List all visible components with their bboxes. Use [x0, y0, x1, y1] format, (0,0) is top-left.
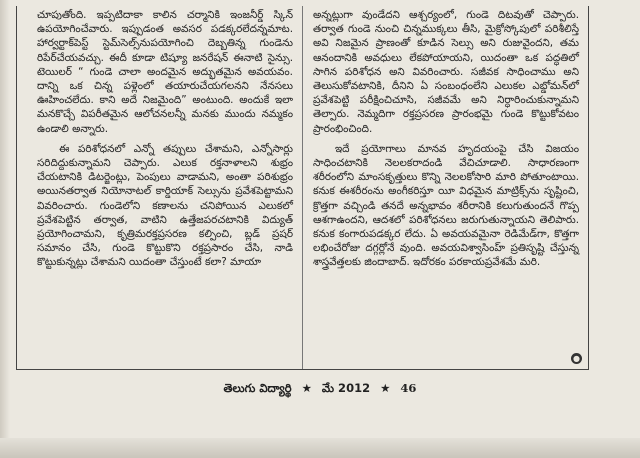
left-column: [37, 8, 293, 270]
column-divider: [302, 6, 303, 369]
right-paragraph-1: అన్నట్లుగా వుండేదని ఆశ్చర్యంలో, గుండె దిటవుతో చెప్పారు. తర్వాత గుండె నుంచి చిన్నముక్కలు తీసి, మైక్రోస్కోపులో పరిశీలిస్తే అవి నిజమైన ప్రాణంతో కూడిన సెల్సు అని రుజువైందని, తమ ఆనందానికి అవధులు లేకపోయాయని, యిదంతా ఒక పద్ధతిలో సాగిన పరిశోధన అని వివరించారు. సజీవక సాధించాము అని తెలుసుకోవటానికి, దీనిని ఏ సంబంధంలేని ఎలుకల ఎబ్డోమన్‌లో ప్రవేశపెట్టి పరీక్షించిచూసి, సజీవమే అని నిర్ధారించుకున్నామని తెల్పారు. నెమ్మదిగా రక్తప్రసరణ ప్రారంభమై గుండె కొట్టుకోవటం ప్రారంభించింది.: [313, 9, 579, 135]
issue-date: మే 2012: [321, 381, 371, 395]
magazine-name: తెలుగు విద్యార్థి: [223, 381, 292, 395]
article-end-icon: ●: [571, 353, 582, 364]
page-number: 46: [400, 381, 417, 395]
star-icon: ★: [301, 381, 312, 395]
right-paragraph-2: ఇదే ప్రయోగాలు మానవ హృదయంపై చేసి విజయం సాధించటానికి నెలలకరాదండి వేచిచూడాలి. సాధారణంగా శరీరంలోని మాంసకృత్తులు కొన్ని నెలలకోసారి మారి పోతూంటాయి. కనుక ఈశరీరంను అంగీకరిస్తూ యీ విధమైన మాట్రిక్స్‌ను సృష్టించి, క్రొత్తగా వచ్చిండి తనదే అన్నభావం శరీరానికి కలుగుతుందనే గొప్ప ఆశగాఉందని, ఆదశలో పరిశోధనలు జరుగుతున్నాయని తెలిపారు. కనుక కంగారుపడక్కర లేదు. ఏ అవయవమైనా రెడిమేడ్‌గా, కొత్తగా లభించేరోజు దగ్గర్లోనే వుంది. అవయవిశ్వాసింహ్ ప్రతిసృష్టి చేస్తున్న శాస్త్రవేత్తలకు జిందాబాద్. ఇదోరకం పరకాయప్రవేశమే మరి.: [313, 142, 579, 269]
page-footer: [0, 381, 640, 398]
right-column: [313, 8, 579, 270]
left-paragraph-2: ఈ పరిశోధనలో ఎన్నో తప్పులు చేశామని, ఎన్నోసార్లు సరిదిద్దుకున్నామని చెప్పారు. ఎలుక రక్తనాళాలని శుభ్రం చేయటానికి డిటర్జెంట్లు, పెంపులు వాడామని, అంతా పరిశుభ్రం అయినతర్వాత నియోనాటల్ కార్డియాక్ సెల్సును ప్రవేశపెట్టామని వివరించారు. గుండెలోని కణాలను చనిపోయిన ఎలుకలో ప్రవేశపెట్టిన తర్వాత, వాటిని ఉత్తేజపరచటానికి విద్యుత్ ప్రయోగించామని, కృత్రిమరక్తప్రసరణ కల్పించి, బ్లడ్ ప్రషర్ సమానం చేసి, గుండె కొట్టుకొని రక్తప్రసారం చేసి, నాడి కొట్టుకున్నట్లు చేశామని యిదంతా చేస్తుంటే కలా? మాయా: [37, 142, 293, 269]
star-icon: ★: [380, 381, 391, 395]
left-paragraph-1: చూపుతోంది. ఇప్పటిదాకా కాలిన చర్మానికి ఇంజనీర్డ్ స్కిన్ ఉపయోగించేవారు. ఇప్పుడంత అవసర పడక్కరలేదన్నమాట. హార్వర్టాక్‌పెస్ట్ స్టెమ్‌సెల్స్‌నుపయోగించి దెబ్బతిన్న గుండెను రిపేర్‌చేయవచ్చు. ఈదీ కూడా టిష్యూ జనరేషన్ ఈనాటి సైన్సు. టెయిలర్ “ గుండె చాలా అందమైన అద్భుతమైన అవయవం. దాన్ని ఒక చిన్న పళ్లెంలో తయారుచేయగలనని నేనసలు ఊహించలేదు. కాని అదే నిజమైంది” అంటుంది. అందుకే ఇలా మనకొచ్చే విపరీతమైన ఆలోచనలన్నీ మనకు ముందు నమ్మకం ఉండాలి అన్నారు.: [37, 9, 293, 135]
page-bottom-edge: [0, 438, 640, 458]
